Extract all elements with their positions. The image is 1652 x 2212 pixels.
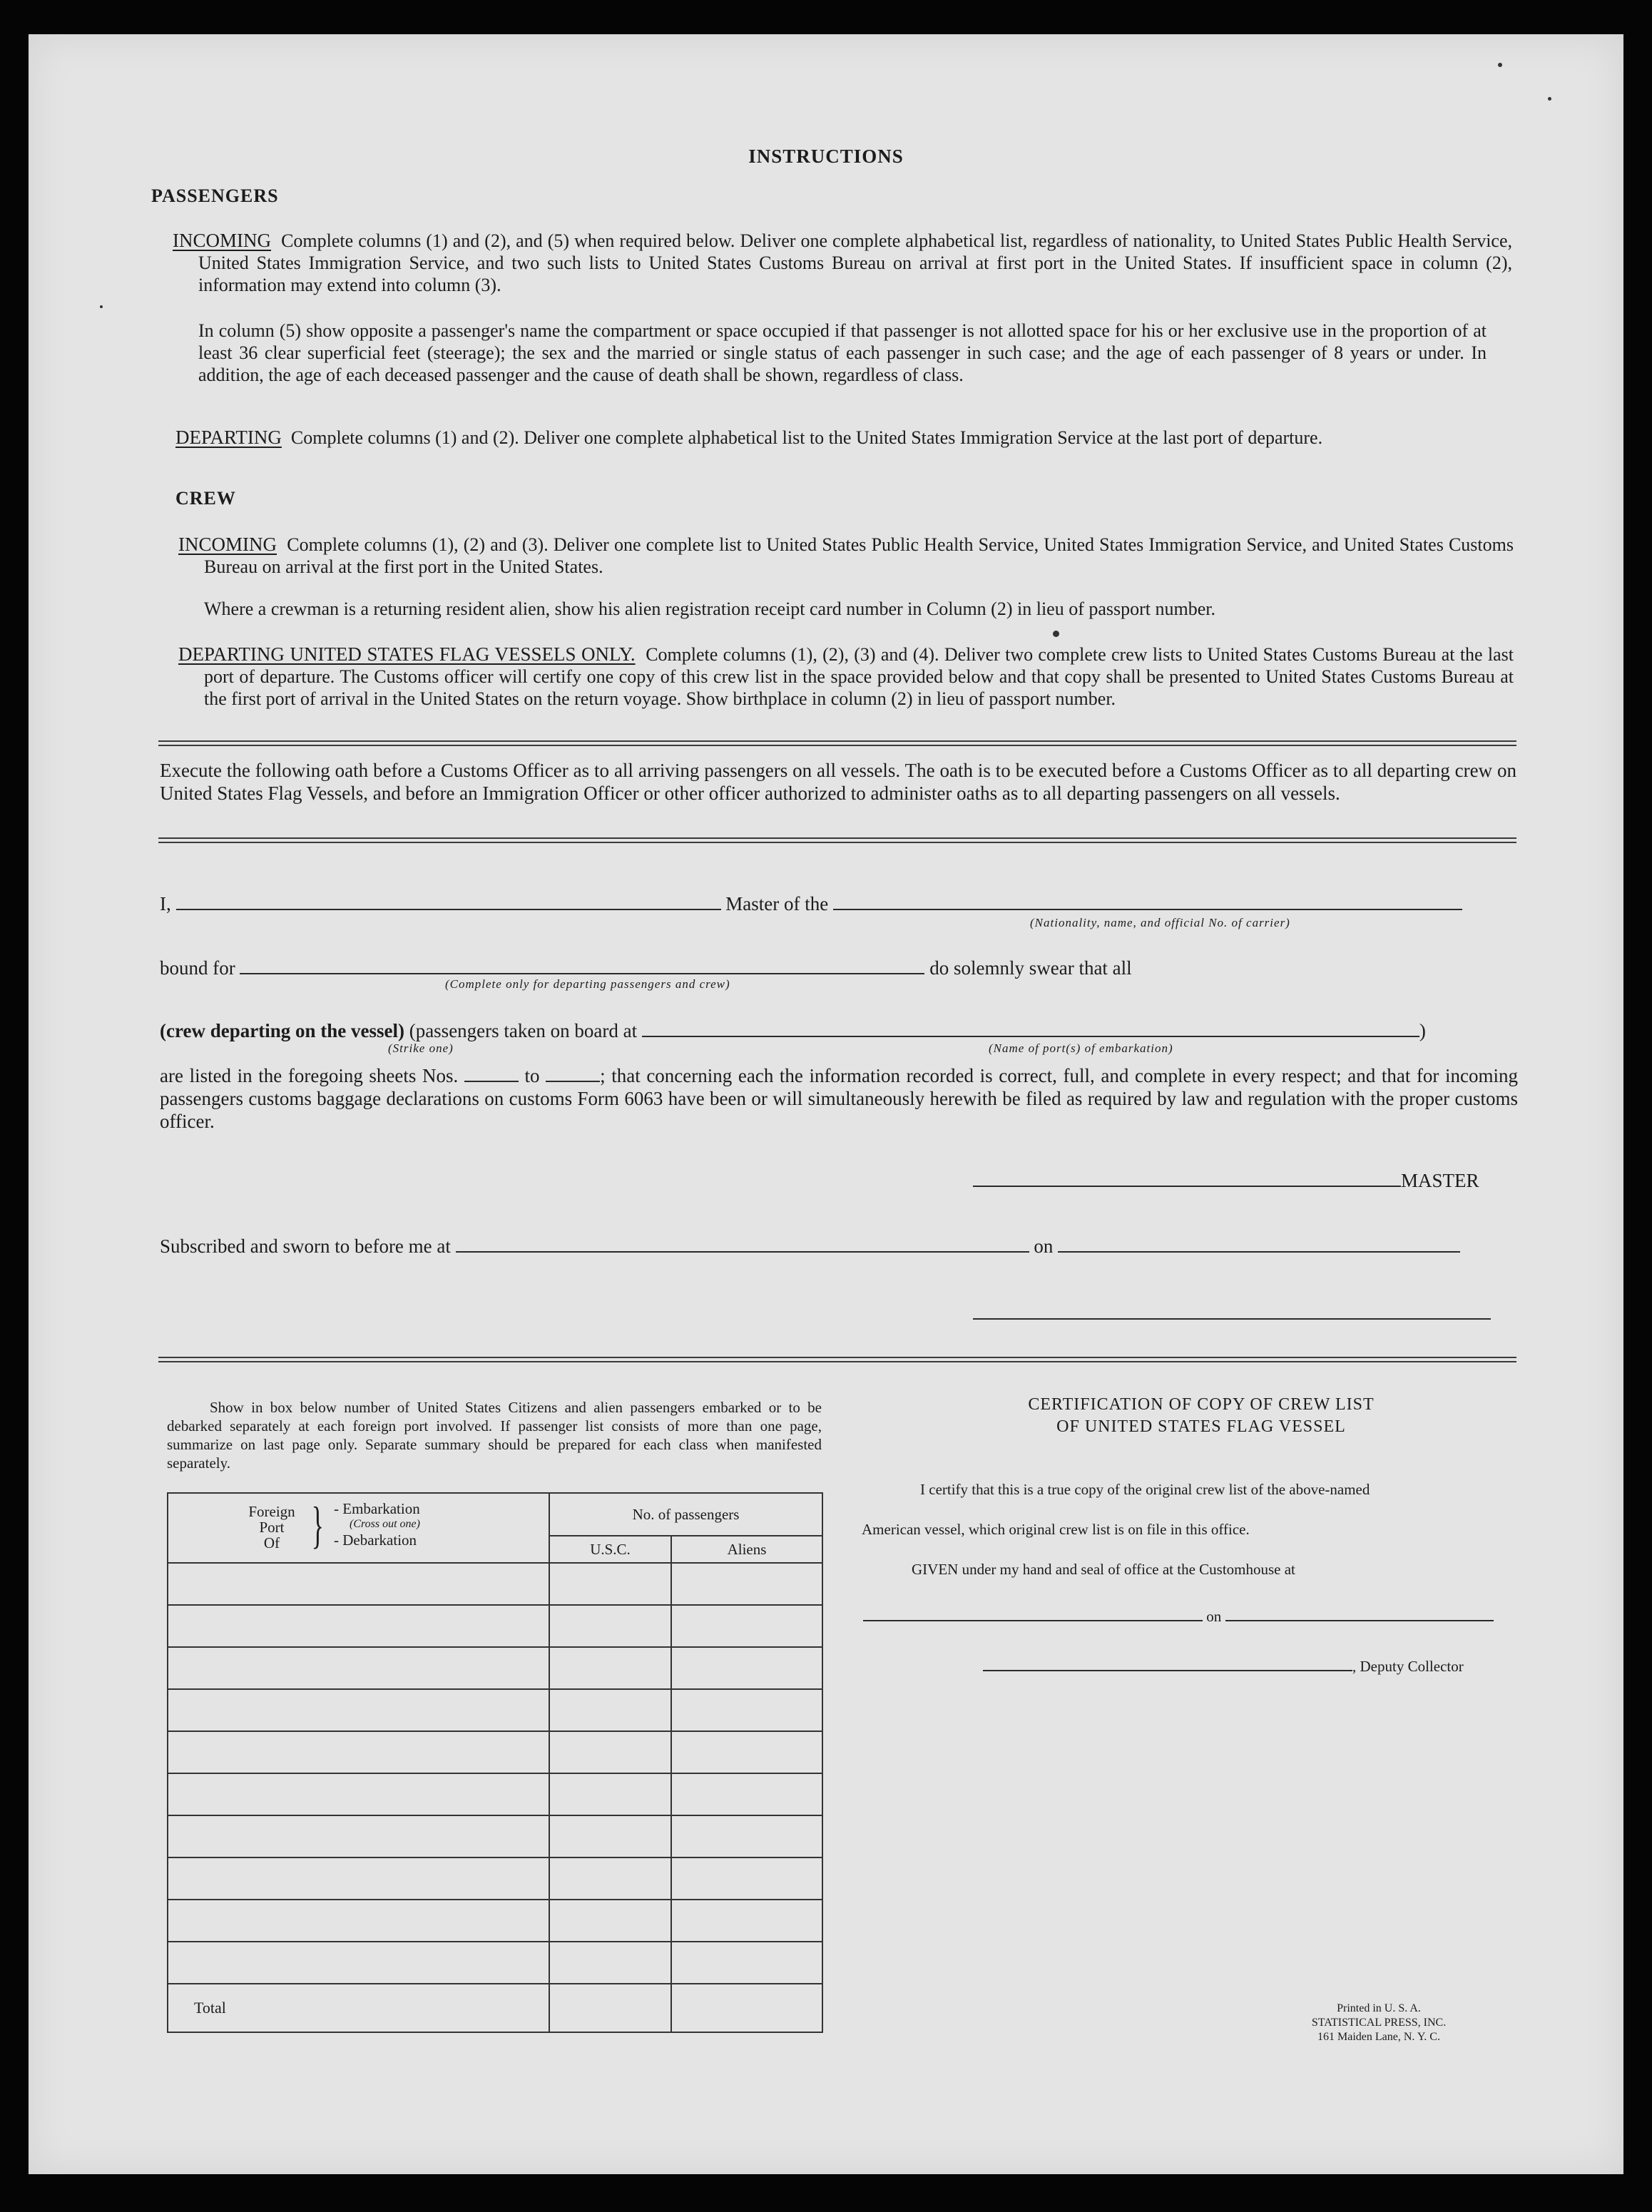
oath-line-embarkation xyxy=(160,1020,1426,1042)
table-row xyxy=(168,1605,822,1647)
customhouse-place-field[interactable] xyxy=(863,1619,1203,1621)
crew-departing-instruction xyxy=(178,643,1514,710)
solemnly-swear-label: do solemnly swear that all xyxy=(929,957,1132,979)
usc-cell[interactable] xyxy=(549,1647,671,1689)
oath-instruction: Execute the following oath before a Customs Officer as to all arriving passengers on all vessels. The oath is to be executed before a Customs Officer as to all departing crew on United States Flag Vessels, and before an Immigration Officer or other officer authorized to administer oaths as to all departing passengers on all vessels. xyxy=(160,760,1516,804)
crew-incoming-text: Complete columns (1), (2) and (3). Deliver one complete list to United States Public Health Service, United States Immigration Service, and United States Customs Bureau on arrival at the first port in the United States. xyxy=(204,534,1514,577)
port-cell[interactable] xyxy=(168,1731,549,1773)
printer-imprint xyxy=(1275,2002,1482,2044)
usc-cell[interactable] xyxy=(549,1857,671,1900)
port-cell[interactable] xyxy=(168,1773,549,1815)
foreign-port-label xyxy=(240,1504,304,1551)
aliens-cell[interactable] xyxy=(671,1689,822,1731)
usc-cell[interactable] xyxy=(549,1563,671,1605)
passengers-incoming-text: Complete columns (1) and (2), and (5) when required below. Deliver one complete alphabetical list, regardless of nationality, to United States Public Health Service, United States Immigration Service, and two such lists to United States Customs Bureau on arrival at first port in the United States. If insufficient space in column (2), information may extend into column (3). xyxy=(198,230,1513,295)
passengers-incoming-label: INCOMING xyxy=(173,230,271,251)
summary-instruction: Show in box below number of United States Citizens and alien passengers embarked or to be debarked separately at each foreign port involved. If passenger list consists of more than one page, summarize on last page only. Separate summary should be prepared for each class when manifested separately. xyxy=(167,1399,822,1472)
ink-speck xyxy=(1498,63,1502,67)
table-row xyxy=(168,1731,822,1773)
sworn-on-label: on xyxy=(1034,1235,1054,1257)
officer-signature-field[interactable] xyxy=(973,1318,1491,1320)
total-row xyxy=(168,1984,822,2032)
crew-heading: CREW xyxy=(175,488,236,509)
printer-line2: STATISTICAL PRESS, INC. xyxy=(1311,2017,1447,2029)
section-divider xyxy=(158,740,1516,746)
certification-date-field[interactable] xyxy=(1225,1619,1494,1621)
form-sheet xyxy=(29,34,1623,2174)
sworn-place-field[interactable] xyxy=(456,1250,1029,1253)
passengers-departing-text: Complete columns (1) and (2). Deliver one complete alphabetical list to the United States Immigration Service at the last port of departure. xyxy=(290,427,1323,448)
certification-on-label: on xyxy=(1206,1608,1222,1625)
oath-line-bound xyxy=(160,957,1132,979)
master-name-field[interactable] xyxy=(176,908,721,910)
deputy-collector-line xyxy=(983,1658,1464,1676)
ink-speck xyxy=(100,305,103,308)
usc-cell[interactable] xyxy=(549,1605,671,1647)
printer-line3: 161 Maiden Lane, N. Y. C. xyxy=(1317,2031,1440,2043)
port-cell[interactable] xyxy=(168,1605,549,1647)
passengers-taken-option: (passengers taken on board at xyxy=(409,1020,638,1041)
passengers-departing-instruction xyxy=(175,427,1512,449)
port-cell[interactable] xyxy=(168,1647,549,1689)
passengers-incoming-instruction xyxy=(173,230,1512,296)
aliens-cell[interactable] xyxy=(671,1773,822,1815)
oath-i-label: I, xyxy=(160,893,171,914)
usc-cell[interactable] xyxy=(549,1942,671,1984)
passengers-column5-text: In column (5) show opposite a passenger's name the compartment or space occupied if that passenger is not allotted space for his or her exclusive use in the proportion of at least 36 clear superficial feet (steerage); the sex and the married or single status of each passenger in such case; and the age of each passenger of 8 years or under. In addition, the age of each deceased passenger and the cause of death shall be shown, regardless of class. xyxy=(198,320,1487,385)
customhouse-line xyxy=(863,1608,1494,1626)
embarkation-ports-field[interactable] xyxy=(642,1035,1419,1037)
port-cell[interactable] xyxy=(168,1857,549,1900)
carrier-caption: (Nationality, name, and official No. of carrier) xyxy=(1030,916,1290,929)
deputy-collector-signature-field[interactable] xyxy=(983,1669,1352,1671)
certify-line2: American vessel, which original crew list is on file in this office. xyxy=(862,1521,1250,1538)
ink-speck xyxy=(1053,631,1059,637)
master-of-the-label: Master of the xyxy=(725,893,829,914)
given-line: GIVEN under my hand and seal of office at the Customhouse at xyxy=(912,1561,1295,1578)
debarkation-option: - Debarkation xyxy=(334,1531,417,1549)
table-row xyxy=(168,1689,822,1731)
to-label: to xyxy=(524,1065,540,1086)
crew-incoming-label: INCOMING xyxy=(178,534,277,555)
bound-for-label: bound for xyxy=(160,957,235,979)
oath-line-master xyxy=(160,893,1462,915)
port-cell[interactable] xyxy=(168,1900,549,1942)
table-row xyxy=(168,1815,822,1857)
crew-resident-alien-text: Where a crewman is a returning resident alien, show his alien registration receipt card number in Column (2) in lieu of passport number. xyxy=(204,598,1216,619)
deputy-collector-label: , Deputy Collector xyxy=(1352,1658,1464,1675)
certification-title-line1: CERTIFICATION OF COPY OF CREW LIST xyxy=(1028,1395,1375,1414)
embarkation-options[interactable] xyxy=(334,1501,420,1548)
master-label: MASTER xyxy=(1401,1170,1479,1191)
crew-departing-text: Complete columns (1), (2), (3) and (4). Deliver two complete crew lists to United States Customs Bureau at the last port of departure. The Customs officer will certify one copy of this crew list in the space provided below and that copy shall be presented to United States Customs Bureau at the first port of arrival in the United States on the return voyage. Show birthplace in column (2) in lieu of passport number. xyxy=(204,644,1514,709)
foreign-word: Foreign xyxy=(248,1503,295,1520)
listed-in-sheets-label: are listed in the foregoing sheets Nos. xyxy=(160,1065,459,1086)
usc-cell[interactable] xyxy=(549,1815,671,1857)
bound-for-caption: (Complete only for departing passengers and crew) xyxy=(445,977,730,991)
table-row xyxy=(168,1900,822,1942)
table-row xyxy=(168,1773,822,1815)
certify-line1: I certify that this is a true copy of the original crew list of the above-named xyxy=(920,1481,1370,1498)
master-signature-line xyxy=(973,1170,1479,1192)
aliens-cell[interactable] xyxy=(671,1900,822,1942)
aliens-cell[interactable] xyxy=(671,1857,822,1900)
table-row xyxy=(168,1942,822,1984)
section-divider xyxy=(158,837,1516,843)
table-row xyxy=(168,1647,822,1689)
total-label: Total xyxy=(168,1984,549,2032)
aliens-cell[interactable] xyxy=(671,1815,822,1857)
section-divider xyxy=(158,1357,1516,1362)
instructions-title: INSTRUCTIONS xyxy=(748,146,904,167)
subscribed-line xyxy=(160,1235,1460,1258)
port-cell[interactable] xyxy=(168,1815,549,1857)
aliens-cell[interactable] xyxy=(671,1647,822,1689)
ink-speck xyxy=(1548,97,1551,101)
port-word: Port xyxy=(259,1519,285,1536)
no-of-passengers-header: No. of passengers xyxy=(549,1493,822,1536)
certification-title xyxy=(880,1394,1522,1438)
cross-out-one-caption: (Cross out one) xyxy=(350,1518,420,1530)
subscribed-sworn-label: Subscribed and sworn to before me at xyxy=(160,1235,451,1257)
table-row xyxy=(168,1857,822,1900)
port-cell[interactable] xyxy=(168,1942,549,1984)
usc-cell[interactable] xyxy=(549,1731,671,1773)
usc-total-cell[interactable] xyxy=(549,1984,671,2032)
aliens-total-cell[interactable] xyxy=(671,1984,822,2032)
crew-incoming-instruction xyxy=(178,534,1514,578)
passengers-departing-label: DEPARTING xyxy=(175,427,282,448)
foreign-port-header xyxy=(168,1493,549,1563)
aliens-cell[interactable] xyxy=(671,1563,822,1605)
certification-statement xyxy=(862,1479,1522,1579)
carrier-field[interactable] xyxy=(833,908,1462,910)
passenger-summary-table xyxy=(167,1492,823,2033)
printer-line1: Printed in U. S. A. xyxy=(1337,2002,1421,2014)
sworn-date-field[interactable] xyxy=(1058,1250,1460,1253)
of-word: Of xyxy=(263,1534,280,1551)
embarkation-caption: (Name of port(s) of embarkation) xyxy=(989,1041,1173,1055)
sheet-from-field[interactable] xyxy=(464,1080,519,1082)
usc-cell[interactable] xyxy=(549,1773,671,1815)
oath-statement xyxy=(160,1064,1518,1133)
brace-glyph: } xyxy=(311,1497,324,1554)
usc-cell[interactable] xyxy=(549,1689,671,1731)
aliens-cell[interactable] xyxy=(671,1731,822,1773)
table-row xyxy=(168,1563,822,1605)
bound-for-field[interactable] xyxy=(240,972,924,974)
close-paren: ) xyxy=(1419,1020,1426,1041)
strike-one-caption: (Strike one) xyxy=(388,1041,454,1055)
usc-header: U.S.C. xyxy=(549,1536,671,1563)
port-cell[interactable] xyxy=(168,1563,549,1605)
embarkation-option: - Embarkation xyxy=(334,1500,420,1517)
aliens-cell[interactable] xyxy=(671,1605,822,1647)
aliens-header: Aliens xyxy=(671,1536,822,1563)
passengers-heading: PASSENGERS xyxy=(151,185,279,206)
oath-statement-text: ; that concerning each the information recorded is correct, full, and complete in every respect; and that for incoming passengers customs baggage declarations on customs Form 6063 have been or will simultaneously herewith be filed as required by law and regulation with the proper customs officer. xyxy=(160,1065,1519,1132)
usc-cell[interactable] xyxy=(549,1900,671,1942)
crew-departing-option: (crew departing on the vessel) xyxy=(160,1020,404,1041)
sheet-to-field[interactable] xyxy=(546,1080,600,1082)
master-signature-field[interactable] xyxy=(973,1185,1401,1187)
port-cell[interactable] xyxy=(168,1689,549,1731)
certification-title-line2: OF UNITED STATES FLAG VESSEL xyxy=(1056,1417,1346,1436)
crew-departing-label: DEPARTING UNITED STATES FLAG VESSELS ONLY. xyxy=(178,643,636,665)
aliens-cell[interactable] xyxy=(671,1942,822,1984)
summary-header-row xyxy=(168,1493,822,1536)
